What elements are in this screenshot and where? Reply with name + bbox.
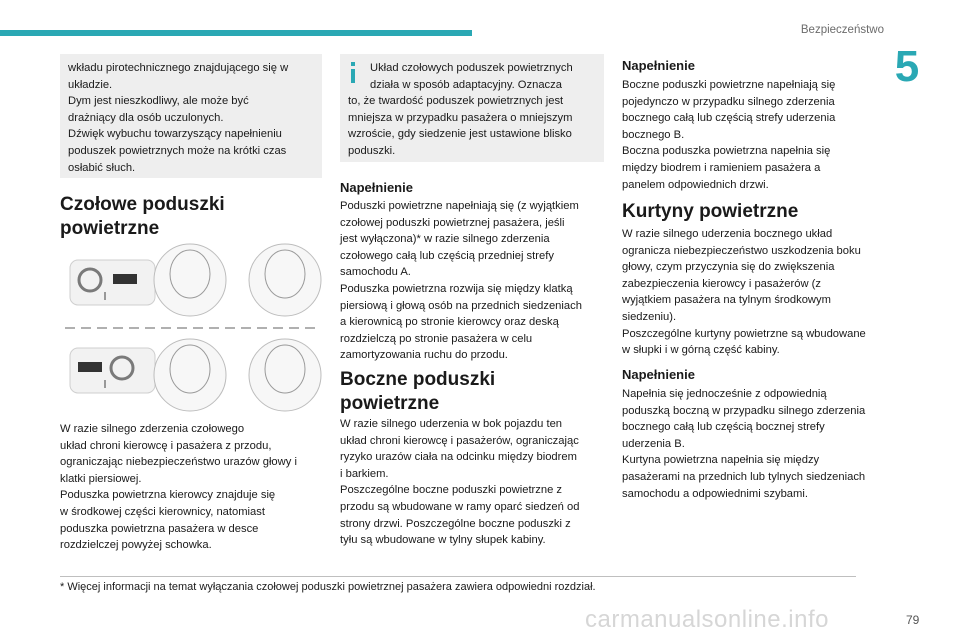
side-inflation-text: Boczne poduszki powietrzne napełniają się pojedynczo w przypadku silnego zderzenia bocznego całą lub częścią strefy uderzenia bocznego B. Boczna poduszka powietrzna napełnia się między biodrem i ramieniem pasażera a panelem odpowiednich drzwi. — [622, 79, 836, 191]
info-line: poduszki. — [348, 144, 396, 157]
info-line: to, że twardość poduszek powietrznych jest — [348, 95, 564, 108]
frontal-airbags-heading: Czołowe poduszki powietrzne — [60, 194, 225, 239]
section-title: Bezpieczeństwo — [800, 24, 884, 36]
side-airbags-text: W razie silnego uderzenia w bok pojazdu ten układ chroni kierowcę i pasażerów, ograniczając ryzyko urazów ciała na odcinku między biodrem i barkiem. Poszczególne boczne poduszki powietrzne z przodu są wbudowane w ramy oparć siedzeń od strony drzwi. Poszczególne boczne poduszki z tyłu są wbudowane w tylny słupek kabiny. — [340, 418, 580, 547]
notice-line: układzie. — [68, 78, 113, 91]
side-airbags-heading: Boczne poduszki powietrzne — [340, 369, 496, 414]
info-line: mniejsza w przypadku pasażera o mniejszym — [348, 111, 573, 124]
header-accent-bar — [0, 30, 472, 36]
bottom-dashboard-diagram — [70, 348, 155, 393]
info-line: działa w sposób adaptacyjny. Oznacza — [370, 78, 562, 91]
top-occupant-diagrams — [154, 244, 321, 316]
footnote: * Więcej informacji na temat wyłączania czołowej poduszki powietrznej pasażera zawiera odpowiedni rozdział. — [60, 581, 596, 593]
notice-line: wkładu pirotechnicznego znajdującego się w — [68, 62, 289, 74]
watermark: carmanualsonline.info — [585, 606, 829, 633]
frontal-inflation-text: Poduszki powietrzne napełniają się (z wyjątkiem czołowej poduszki powietrznej pasażera, jeśli jest wyłączona)* w razie silnego zderzenia czołowego całą lub częścią przedniej strefy samochodu A. Poduszka powietrzna rozwija się między klatką piersiową i głową osób na przednich siedzeniach a kierownicą po stronie kierowcy oraz deską rozdzielczą po stronie pasażera w celu zamortyzowania ruchu do przodu. — [340, 200, 582, 362]
info-box — [340, 54, 604, 162]
bottom-occupant-diagrams — [154, 339, 321, 411]
top-dashboard-diagram — [70, 260, 155, 305]
notice-line: Dźwięk wybuchu towarzyszący napełnieniu — [68, 128, 282, 141]
curtain-inflation-text: Napełnia się jednocześnie z odpowiednią poduszką boczną w przypadku silnego zderzenia bocznego całą lub częścią bocznej strefy uderzenia B. Kurtyna powietrzna napełnia się między pasażerami na przednich lub tylnych siedzeniach samochodu a odpowiednimi szybami. — [622, 388, 866, 500]
footer-divider — [60, 576, 856, 577]
notice-box — [60, 54, 322, 178]
page-number: 79 — [906, 613, 920, 627]
inflation-subheading: Napełnienie — [340, 180, 413, 195]
notice-line: Dym jest nieszkodliwy, ale może być — [68, 95, 249, 108]
notice-line: drażniący dla osób uczulonych. — [68, 111, 224, 124]
curtain-airbags-heading: Kurtyny powietrzne — [622, 201, 799, 222]
notice-line: poduszek powietrznych może na krótki czas — [68, 144, 287, 157]
notice-line: osłabić słuch. — [68, 161, 136, 174]
curtain-airbags-text: W razie silnego uderzenia bocznego układ ogranicza niebezpieczeństwo uszkodzenia boku głowy, czym przyczynia się do zwiększenia zabezpieczenia kierowcy i pasażerów (z wyjątkiem pasażera na tylnym środkowym siedzeniu). Poszczególne kurtyny powietrzne są wbudowane w słupki i w górną część kabiny. — [622, 228, 866, 357]
curtain-inflation-subheading: Napełnienie — [622, 367, 695, 382]
side-inflation-subheading: Napełnienie — [622, 58, 695, 73]
chapter-number: 5 — [894, 42, 920, 91]
frontal-airbags-text: W razie silnego zderzenia czołowego układ chroni kierowcę i pasażera z przodu, ograniczając niebezpieczeństwo urazów głowy i klatki piersiowej. Poduszka powietrzna kierowcy znajduje się w środkowej części kierownicy, natomiast poduszka powietrzna pasażera w desce rozdzielczej powyżej schowka. — [60, 423, 297, 552]
info-line: wzroście, gdy siedzenie jest ustawione blisko — [348, 128, 572, 141]
info-line: Układ czołowych poduszek powietrznych — [370, 62, 573, 74]
frontal-airbag-illustration — [60, 240, 322, 418]
